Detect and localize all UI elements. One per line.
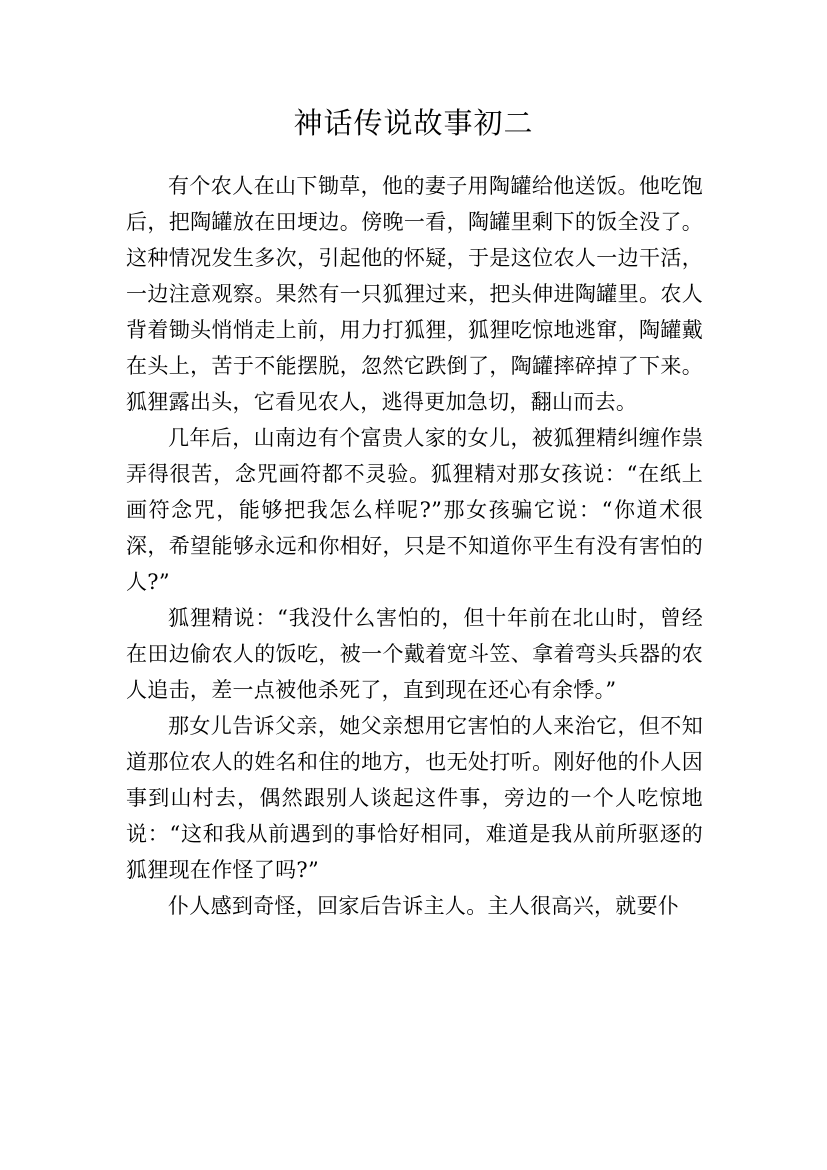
paragraph: 那女儿告诉父亲，她父亲想用它害怕的人来治它，但不知道那位农人的姓名和住的地方，也无处打听。刚好他的仆人因事到山村去，偶然跟别人谈起这件事，旁边的一个人吃惊地说：“这和我从前遇到的事恰好相同，难道是我从前所驱逐的狐狸现在作怪了吗?” (126, 714, 703, 882)
paragraph: 几年后，山南边有个富贵人家的女儿，被狐狸精纠缠作祟弄得很苦，念咒画符都不灵验。狐狸精对那女孩说：“在纸上画符念咒，能够把我怎么样呢?”那女孩骗它说：“你道术很深，希望能够永远和你相好，只是不知道你平生有没有害怕的人?” (126, 426, 703, 594)
document-title: 神话传说故事初二 (293, 106, 534, 140)
document-body (126, 168, 703, 924)
paragraph: 仆人感到奇怪，回家后告诉主人。主人很高兴，就要仆 (168, 894, 680, 918)
paragraph: 狐狸精说：“我没什么害怕的，但十年前在北山时，曾经在田边偷农人的饭吃，被一个戴着宽斗笠、拿着弯头兵器的农人追击，差一点被他杀死了，直到现在还心有余悸。” (126, 606, 703, 702)
paragraph: 有个农人在山下锄草，他的妻子用陶罐给他送饭。他吃饱后，把陶罐放在田埂边。傍晚一看，陶罐里剩下的饭全没了。这种情况发生多次，引起他的怀疑，于是这位农人一边干活，一边注意观察。果然有一只狐狸过来，把头伸进陶罐里。农人背着锄头悄悄走上前，用力打狐狸，狐狸吃惊地逃窜，陶罐戴在头上，苦于不能摆脱，忽然它跌倒了，陶罐摔碎掉了下来。狐狸露出头，它看见农人，逃得更加急切，翻山而去。 (126, 174, 703, 414)
